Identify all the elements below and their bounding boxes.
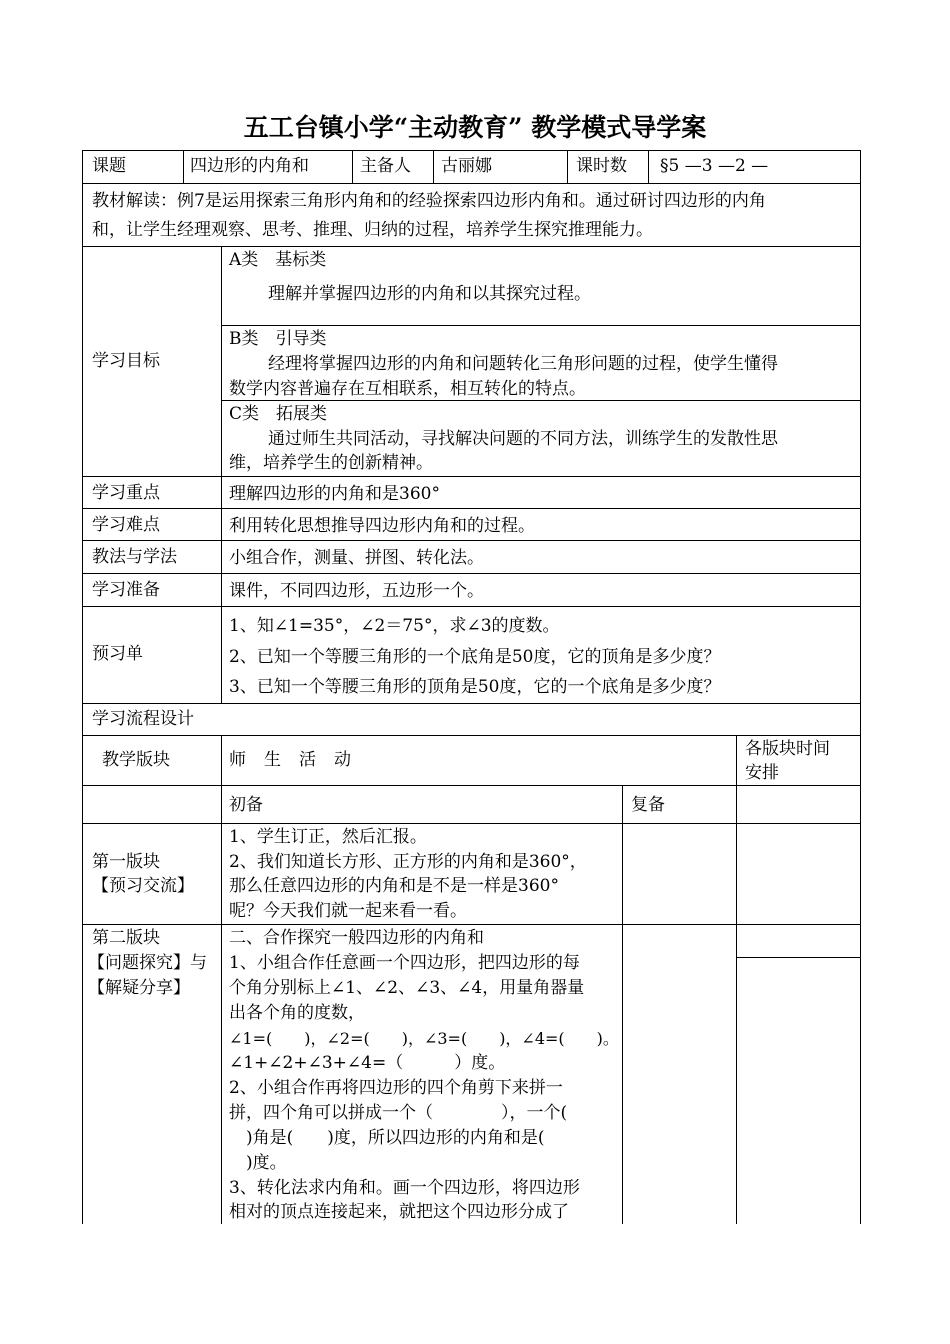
goal-a-heading: A类 基标类 [229,250,327,270]
method-value: 小组合作，测量、拼图、转化法。 [229,548,484,568]
topic-label: 课题 [92,156,126,176]
section2-line-8: 拼，四个角可以拼成一个（ ），一个( [229,1103,568,1123]
section2-line-6: ∠1+∠2+∠3+∠4=（ ）度。 [229,1053,506,1073]
goal-a-text: 理解并掌握四边形的内角和以其探究过程。 [268,284,591,304]
goal-b-line-1: 经理将掌握四边形的内角和问题转化三角形问题的过程，使学生懂得 [268,354,778,374]
goals-label: 学习目标 [92,351,160,371]
preparer-value: 古丽娜 [441,156,492,176]
sub-review-header: 复备 [631,795,665,815]
material-line-2: 和，让学生经理观察、思考、推理、归纳的过程，培养学生探究推理能力。 [92,220,653,240]
section2-name-1: 第二版块 [92,928,160,948]
hours-label: 课时数 [576,156,627,176]
topic-value: 四边形的内角和 [190,156,309,176]
col-time-header-1: 各版块时间 [745,739,830,759]
section2-name-3: 【解疑分享】 [88,978,190,998]
goal-b-line-2: 数学内容普遍存在互相联系，相互转化的特点。 [229,379,586,399]
goal-c-heading: C类 拓展类 [229,404,328,424]
flow-label: 学习流程设计 [92,709,194,729]
goal-c-line-2: 维，培养学生的创新精神。 [229,453,433,473]
col-time-header-2: 安排 [745,763,779,783]
section2-line-2: 1、小组合作任意画一个四边形，把四边形的每 [229,953,580,973]
goal-c-line-1: 通过师生共同活动，寻找解决问题的不同方法，训练学生的发散性思 [268,429,778,449]
section1-line-2: 2、我们知道长方形、正方形的内角和是360°， [229,852,587,872]
section1-line-4: 呢？今天我们就一起来看一看。 [229,901,467,921]
material-line-1: 教材解读：例7是运用探索三角形内角和的经验探索四边形内角和。通过研讨四边形的内角 [92,191,766,211]
key-point-value: 理解四边形的内角和是360° [229,484,440,504]
preparer-label: 主备人 [360,156,411,176]
preparation-value: 课件，不同四边形，五边形一个。 [229,581,484,601]
goal-b-heading: B类 引导类 [229,329,327,349]
section1-name-2: 【预习交流】 [92,876,194,896]
section1-line-3: 那么任意四边形的内角和是不是一样是360° [229,876,559,896]
section2-line-9: )角是( )度，所以四边形的内角和是( [229,1128,545,1148]
section2-line-3: 个角分别标上∠1、∠2、∠3、∠4，用量角器量 [229,978,585,998]
col-block-header: 教学版块 [102,750,170,770]
preview-label: 预习单 [92,644,143,664]
section2-line-5: ∠1=( )，∠2=( )，∠3=( )，∠4=( )。 [229,1029,619,1048]
section1-name-1: 第一版块 [92,852,160,872]
key-point-label: 学习重点 [92,483,160,503]
section2-line-10: )度。 [229,1153,287,1173]
difficulty-label: 学习难点 [92,515,160,535]
difficulty-value: 利用转化思想推导四边形内角和的过程。 [229,516,535,536]
hours-value: §5 —3 —2 — [660,156,769,176]
section1-line-1: 1、学生订正，然后汇报。 [229,827,427,847]
method-label: 教法与学法 [92,547,177,567]
preview-question-3: 3、已知一个等腰三角形的顶角是50度，它的一个底角是多少度？ [229,677,721,697]
section2-line-11: 3、转化法求内角和。画一个四边形，将四边形 [229,1178,580,1198]
preview-question-2: 2、已知一个等腰三角形的一个底角是50度，它的顶角是多少度？ [229,647,721,667]
section2-line-7: 2、小组合作再将四边形的四个角剪下来拼一 [229,1078,563,1098]
section2-line-4: 出各个角的度数， [229,1003,365,1023]
col-activity-header: 师生活动 [229,750,369,770]
page-title: 五工台镇小学“主动教育” 教学模式导学案 [243,113,707,142]
preview-question-1: 1、知∠1=35°，∠2＝75°，求∠3的度数。 [229,616,560,636]
preparation-label: 学习准备 [92,580,160,600]
section2-line-1: 二、合作探究一般四边形的内角和 [229,928,484,948]
sub-initial-header: 初备 [229,795,263,815]
section2-name-2: 【问题探究】与 [88,953,207,973]
section2-line-12: 相对的顶点连接起来，就把这个四边形分成了 [229,1202,569,1222]
